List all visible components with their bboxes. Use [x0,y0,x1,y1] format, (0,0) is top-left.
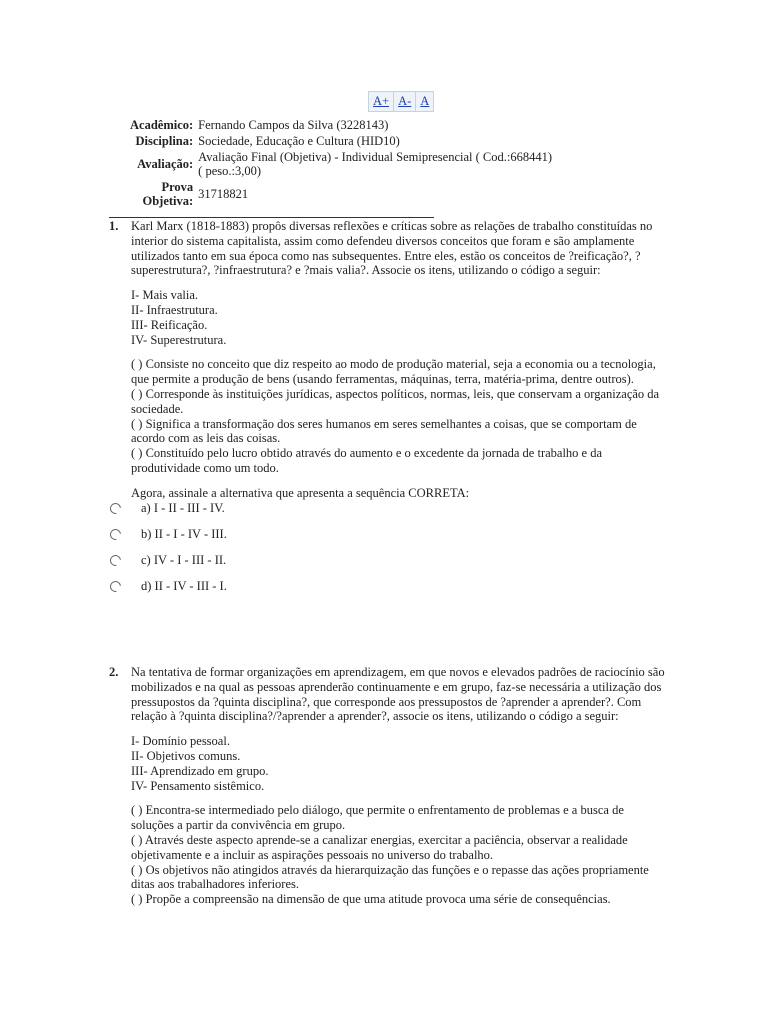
academico-value: Fernando Campos da Silva (3228143) [198,118,389,132]
prova-label [128,179,196,209]
statement: ( ) Corresponde às instituições jurídicas, aspectos políticos, normas, leis, que conservam a organização da sociedade. [131,386,660,416]
avaliacao-label: Avaliação: [137,157,194,171]
question-2 [109,665,669,907]
radio-button[interactable] [108,500,123,515]
font-size-controls [368,91,434,112]
question-number: 1. [109,219,119,233]
alternative-d[interactable] [131,579,669,605]
alternative-b[interactable] [131,527,669,553]
prova-label-line1: Prova [161,180,194,194]
radio-button[interactable] [108,552,123,567]
item: I- Mais valia. [131,288,198,303]
disciplina-label: Disciplina: [135,134,194,148]
alternative-label: d) II - IV - III - I. [141,578,227,593]
header-separator [109,217,434,218]
disciplina-value: Sociedade, Educação e Cultura (HID10) [198,134,400,148]
prova-value: 31718821 [198,187,249,201]
item: II- Objetivos comuns. [131,748,241,763]
question-stem: Karl Marx (1818-1883) propôs diversas reflexões e críticas sobre as relações de trabalho constituídas no interior do sistema capitalista, assim como defendeu diversos conceitos que foram e são amplamente utilizados tanto em sua época como nas subsequentes. Entre eles, estão os conceitos de ?reificação?, ?superestrutura?, ?infraestrutura? e ?mais valia?. Associe os itens, utilizando o código a seguir: [131,219,653,278]
statement: ( ) Significa a transformação dos seres humanos em seres semelhantes a coisas, que se comportam de acordo com as leis das coisas. [131,416,637,446]
item: III- Aprendizado em grupo. [131,763,269,778]
item: II- Infraestrutura. [131,302,218,317]
alternative-c[interactable] [131,553,669,579]
alternative-label: c) IV - I - III - II. [141,552,227,567]
radio-button[interactable] [108,526,123,541]
avaliacao-value-line2: ( peso.:3,00) [198,164,262,178]
font-reset-button[interactable]: A [415,91,434,112]
item: IV- Superestrutura. [131,332,227,347]
font-increase-button[interactable]: A+ [368,91,394,112]
academico-label: Acadêmico: [130,118,194,132]
prova-label-line2: Objetiva: [142,194,194,208]
statement: ( ) Através deste aspecto aprende-se a canalizar energias, exercitar a paciência, observar a realidade objetivamente e a incluir as aspirações pessoais no universo do trabalho. [131,832,628,862]
statement: ( ) Propõe a compreensão na dimensão de que uma atitude provoca uma série de consequências. [131,892,611,907]
item: I- Domínio pessoal. [131,734,230,749]
alternative-a[interactable] [131,501,669,527]
statement: ( ) Consiste no conceito que diz respeito ao modo de produção material, seja a economia ou a tecnologia, que permite a produção de bens (usando ferramentas, máquinas, terra, matéria-prima, dentre outros). [131,357,656,387]
item: III- Reificação. [131,317,208,332]
avaliacao-value-line1: Avaliação Final (Objetiva) - Individual Semipresencial ( Cod.:668441) [198,150,553,164]
alternative-label: b) II - I - IV - III. [141,526,227,541]
exam-info-table [128,117,554,209]
statement: ( ) Constituído pelo lucro obtido através do aumento e o excedente da jornada de trabalho e da produtividade como um todo. [131,446,603,475]
question-number: 2. [109,665,119,679]
statement: ( ) Encontra-se intermediado pelo diálogo, que permite o enfrentamento de problemas e a busca de soluções a partir da convivência em grupo. [131,803,624,833]
alternative-label: a) I - II - III - IV. [141,500,225,515]
question-stem: Na tentativa de formar organizações em aprendizagem, em que novos e elevados padrões de raciocínio são mobilizados e na qual as pessoas aprenderão continuamente e em grupo, faz-se necessária a utilização dos pressupostos da ?quinta disciplina?, que corresponde aos pressupostos de ?aprender a aprender?. Com relação à ?quinta disciplina?/?aprender a aprender?, associe os itens, utilizando o código a seguir: [131,665,665,724]
avaliacao-value [196,149,554,179]
question-prompt: Agora, assinale a alternativa que apresenta a sequência CORRETA: [131,485,470,500]
item: IV- Pensamento sistêmico. [131,778,265,793]
question-1 [109,219,669,605]
radio-button[interactable] [108,578,123,593]
statement: ( ) Os objetivos não atingidos através da hierarquização das funções e o repasse das ações propriamente ditas aos trabalhadores inferiores. [131,862,649,892]
font-decrease-button[interactable]: A- [393,91,416,112]
